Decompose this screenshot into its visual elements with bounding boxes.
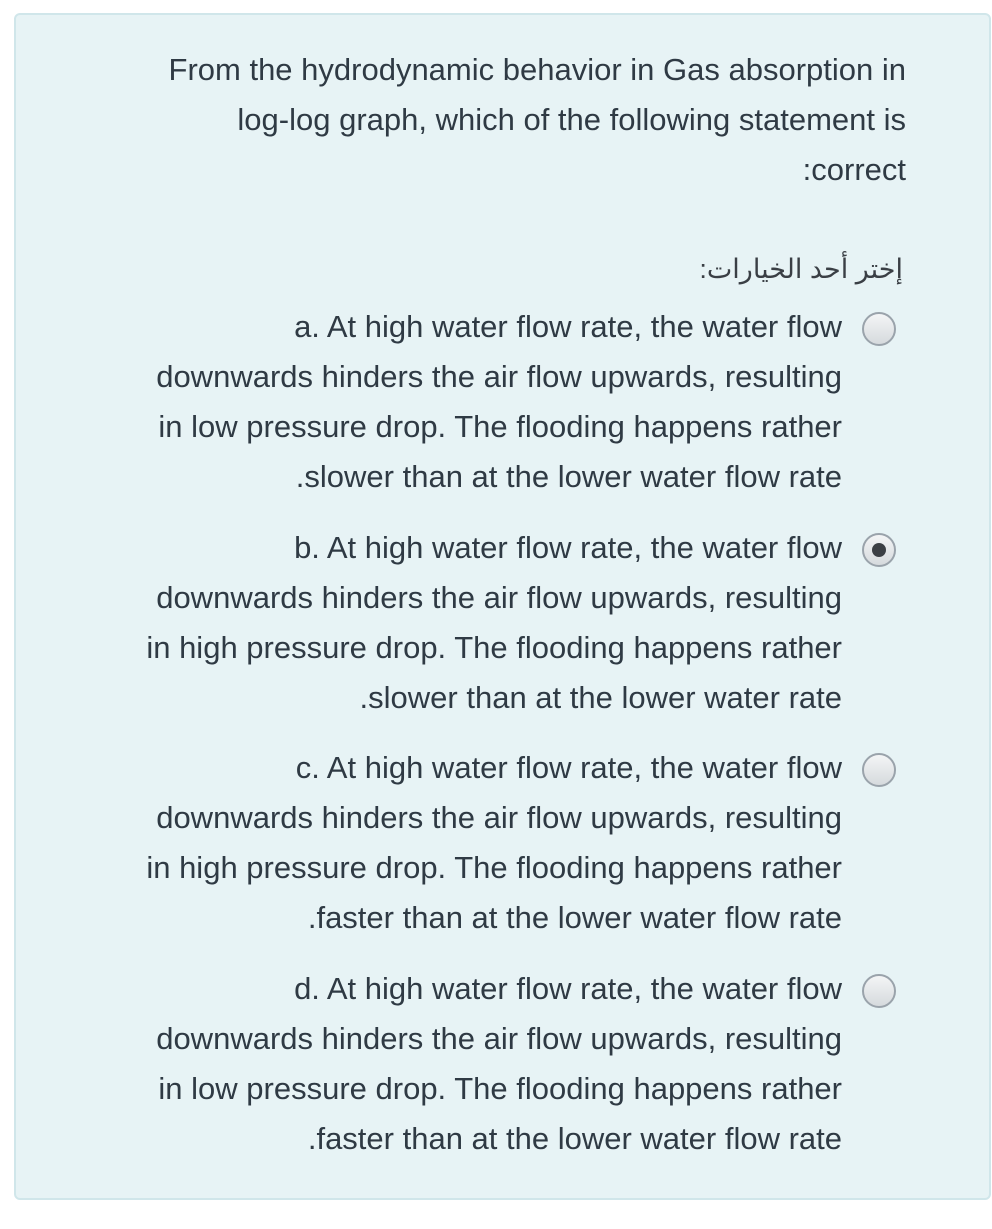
option-line: d. At high water flow rate, the water flow xyxy=(294,971,842,1006)
option-b-text[interactable] xyxy=(56,523,842,723)
option-b-radio[interactable] xyxy=(862,533,896,567)
option-c-radio[interactable] xyxy=(862,753,896,787)
option-d[interactable] xyxy=(56,964,896,1164)
option-line: in low pressure drop. The flooding happens rather xyxy=(158,409,842,444)
option-c[interactable] xyxy=(56,743,896,943)
question-line: :correct xyxy=(802,152,906,187)
option-line: in high pressure drop. The flooding happens rather xyxy=(146,630,842,665)
option-line: downwards hinders the air flow upwards, resulting xyxy=(156,800,842,835)
option-line: b. At high water flow rate, the water flow xyxy=(294,530,842,565)
answer-options xyxy=(16,15,989,1198)
option-line: in high pressure drop. The flooding happens rather xyxy=(146,850,842,885)
choose-one-prompt: إختر أحد الخيارات: xyxy=(699,254,903,284)
option-line: .slower than at the lower water flow rate xyxy=(295,459,842,494)
option-line: downwards hinders the air flow upwards, resulting xyxy=(156,359,842,394)
option-c-text[interactable] xyxy=(56,743,842,943)
option-a-text[interactable] xyxy=(56,302,842,502)
option-line: downwards hinders the air flow upwards, resulting xyxy=(156,1021,842,1056)
option-line: c. At high water flow rate, the water flow xyxy=(295,750,842,785)
question-line: From the hydrodynamic behavior in Gas absorption in xyxy=(168,52,906,87)
option-a-radio[interactable] xyxy=(862,312,896,346)
option-a[interactable] xyxy=(56,302,896,502)
option-line: .slower than at the lower water rate xyxy=(359,680,842,715)
question-line: log-log graph, which of the following statement is xyxy=(237,102,906,137)
option-line: a. At high water flow rate, the water flow xyxy=(294,309,842,344)
option-b[interactable] xyxy=(56,523,896,723)
option-line: in low pressure drop. The flooding happens rather xyxy=(158,1071,842,1106)
option-line: downwards hinders the air flow upwards, resulting xyxy=(156,580,842,615)
option-d-text[interactable] xyxy=(56,964,842,1164)
option-line: .faster than at the lower water flow rate xyxy=(307,1121,842,1156)
option-line: .faster than at the lower water flow rate xyxy=(307,900,842,935)
question-card xyxy=(14,13,991,1200)
option-d-radio[interactable] xyxy=(862,974,896,1008)
